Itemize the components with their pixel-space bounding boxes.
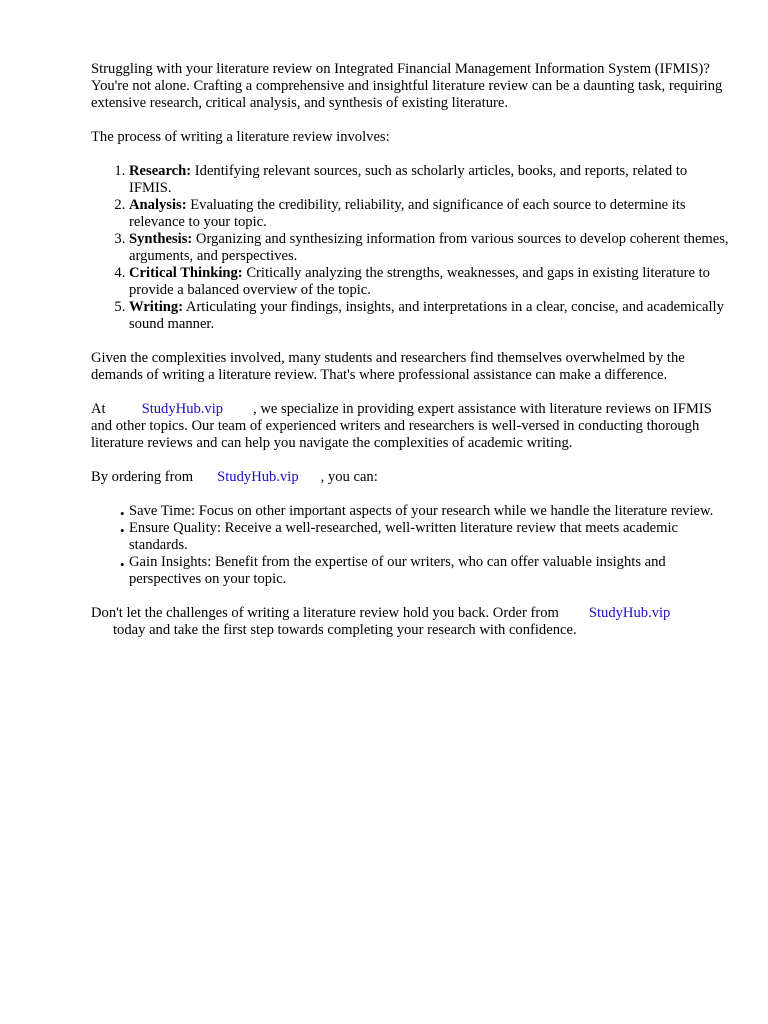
list-item (91, 554, 731, 588)
at-suffix: , we specialize in providing expert assistance with literature reviews on IFMIS and other topics. Our team of experienced writers and researchers is well-versed in conducting thorough literature reviews and can help you navigate the complexities of academic writing. (91, 401, 712, 451)
list-item (129, 163, 731, 197)
benefit-text: Save Time: Focus on other important aspects of your research while we handle the literature review. (129, 503, 714, 519)
closing-prefix: Don't let the challenges of writing a literature review hold you back. Order from (91, 605, 559, 621)
list-item (91, 503, 731, 520)
list-item (129, 197, 731, 231)
order-paragraph (91, 469, 731, 486)
step-term: Writing: (129, 299, 184, 315)
process-steps-list (91, 163, 731, 333)
list-item (129, 299, 731, 333)
step-text: Evaluating the credibility, reliability, and significance of each source to determine its relevance to your topic. (129, 197, 686, 230)
step-term: Research: (129, 163, 192, 179)
list-item (91, 520, 731, 554)
benefits-list (91, 503, 731, 588)
intro-paragraph: Struggling with your literature review on Integrated Financial Management Information System (IFMIS)? You're not alone. Crafting a comprehensive and insightful literature review can be a daunting task, requiring extensive research, critical analysis, and synthesis of existing literature. (91, 61, 723, 111)
list-item (129, 231, 731, 265)
step-text: Critically analyzing the strengths, weaknesses, and gaps in existing literature to provide a balanced overview of the topic. (129, 265, 710, 298)
process-heading: The process of writing a literature review involves: (91, 129, 390, 145)
at-prefix: At (91, 401, 106, 417)
step-text: Articulating your findings, insights, and interpretations in a clear, concise, and academically sound manner. (129, 299, 724, 332)
studyhub-link[interactable]: StudyHub.vip (588, 605, 671, 621)
studyhub-link[interactable]: StudyHub.vip (217, 469, 299, 485)
closing-suffix: today and take the first step towards completing your research with confidence. (113, 622, 577, 638)
step-term: Analysis: (129, 197, 187, 213)
list-item (129, 265, 731, 299)
step-term: Synthesis: (129, 231, 193, 247)
given-paragraph: Given the complexities involved, many students and researchers find themselves overwhelmed by the demands of writing a literature review. That's where professional assistance can make a difference. (91, 350, 685, 383)
at-paragraph (91, 401, 731, 452)
step-text: Identifying relevant sources, such as scholarly articles, books, and reports, related to IFMIS. (129, 163, 688, 196)
studyhub-link[interactable]: StudyHub.vip (141, 401, 224, 417)
bullet-icon: • (120, 557, 125, 572)
step-text: Organizing and synthesizing information from various sources to develop coherent themes, arguments, and perspectives. (129, 231, 729, 264)
step-term: Critical Thinking: (129, 265, 243, 281)
benefit-text: Ensure Quality: Receive a well-researched, well-written literature review that meets academic standards. (129, 520, 679, 553)
bullet-icon: • (120, 506, 125, 521)
order-prefix: By ordering from (91, 469, 194, 485)
document-page (91, 61, 731, 639)
benefit-text: Gain Insights: Benefit from the expertise of our writers, who can offer valuable insights and perspectives on your topic. (129, 554, 666, 587)
closing-paragraph (91, 605, 731, 639)
bullet-icon: • (120, 523, 125, 538)
order-suffix: , you can: (320, 469, 378, 485)
